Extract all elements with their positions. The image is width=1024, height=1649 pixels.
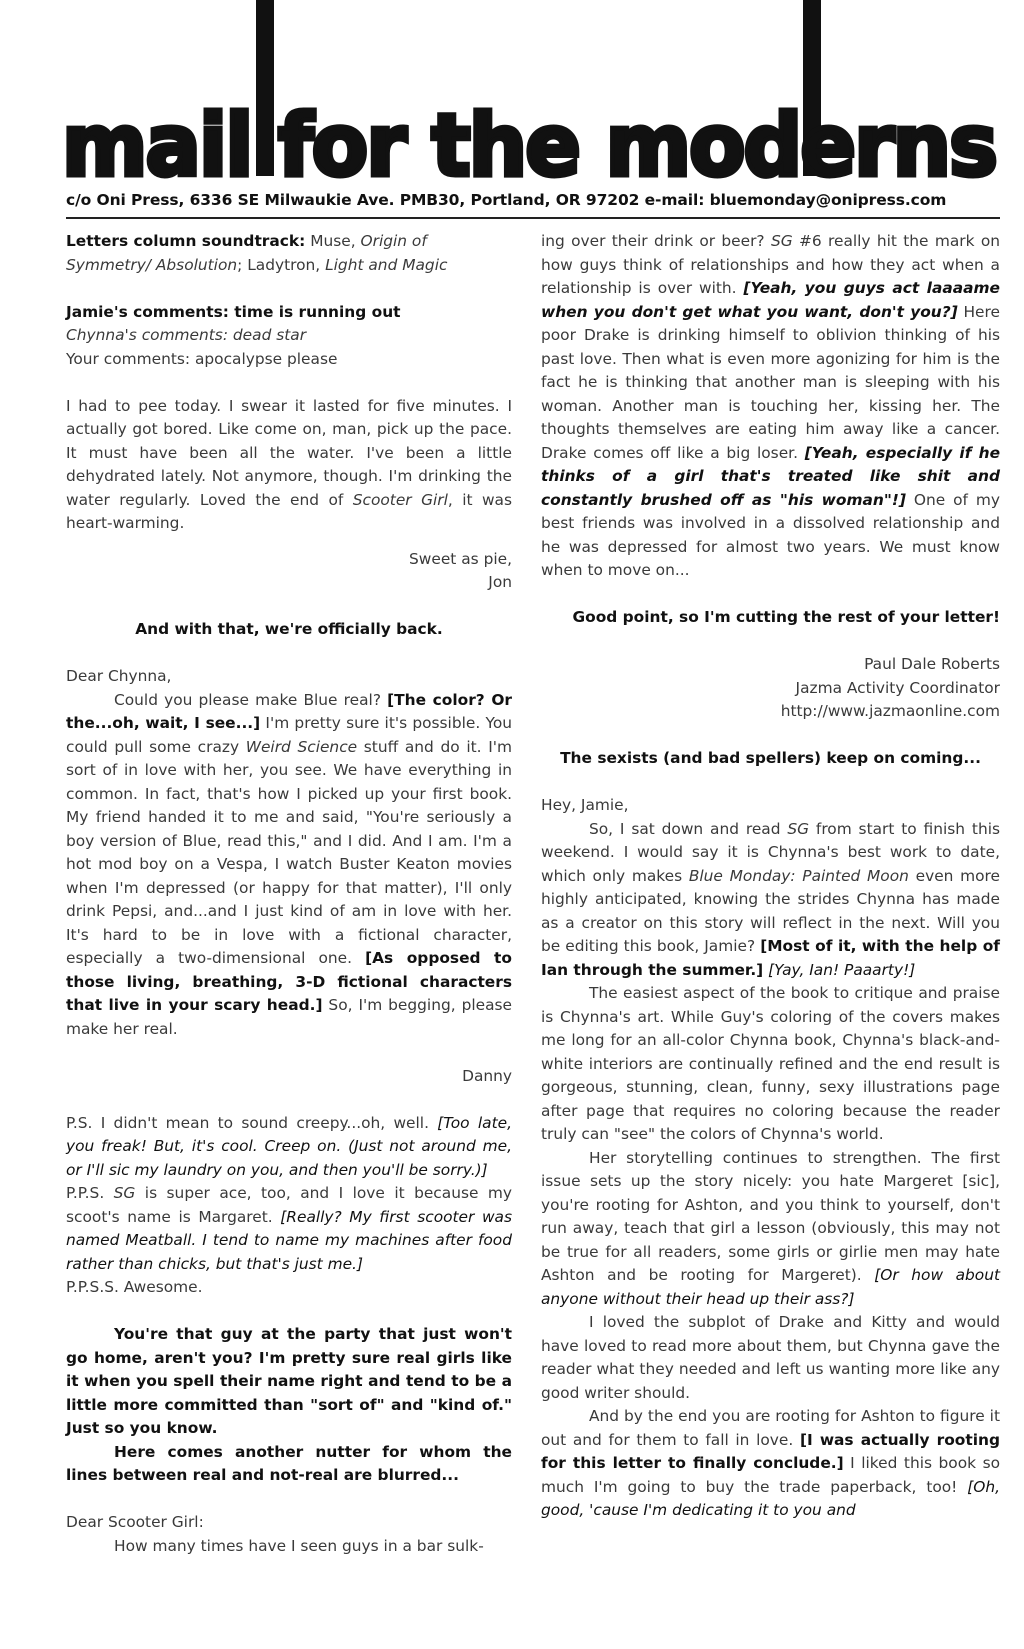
your-comments: Your comments: apocalypse please xyxy=(66,349,338,368)
sexists-heading: The sexists (and bad spellers) keep on coming... xyxy=(560,749,981,767)
letter4-p3: Her storytelling continues to strengthen. The first issue sets up the story nicely: you hate Margeret [sic], you're rooting for Ashton, and you think to yourself, don't run away, teach that girl a lesson (obviously, this may not be true for all readers, some girls or girlie men may hate Ashton and be rooting for Margeret). [Or how about anyone without their head up their ass?] xyxy=(541,1148,1000,1308)
letter4-p1: So, I sat down and read SG from start to finish this weekend. I would say it is Chynna's best work to date, which only makes Blue Monday: Painted Moon even more highly anticipated, knowing the strides Chynna has made as a creator on this story will reflect in the next. Will you be editing this book, Jamie? [Most of it, with the help of Ian through the summer.] [Yay, Ian! Paaarty!] xyxy=(541,819,1001,979)
jamie-comments: Jamie's comments: time is running out xyxy=(66,302,401,321)
masthead-logo xyxy=(60,0,1000,190)
next-letter-heading: Here comes another nutter for whom the lines between real and not-real are blurred... xyxy=(66,1442,512,1484)
header-rule xyxy=(66,217,1000,219)
letter3-opening: How many times have I seen guys in a bar sulk- xyxy=(114,1536,484,1555)
letter2-ppss: P.P.S.S. Awesome. xyxy=(66,1278,203,1296)
letter3-reply: Good point, so I'm cutting the rest of your letter! xyxy=(572,608,1000,626)
right-column xyxy=(541,230,1000,1523)
letter3-sig-title: Jazma Activity Coordinator xyxy=(795,678,1000,697)
letter4-p5: And by the end you are rooting for Ashton to figure it out and for them to fall in love. [I was actually rooting for this letter to finally conclude.] I liked this book so much I'm going to buy the trade paperback, too! [Oh, good, 'cause I'm dedicating it to you and xyxy=(541,1407,1000,1519)
letter2-signature: Danny xyxy=(462,1066,512,1085)
letter2-pps: P.P.S. SG is super ace, too, and I love it because my scoot's name is Margaret. [Really? My first scooter was named Meatball. I tend to name my machines after food rather than chicks, but that's just me.] xyxy=(66,1184,512,1273)
letter1-signoff: Sweet as pie, xyxy=(409,549,512,568)
letter2-reply: You're that guy at the party that just won't go home, aren't you? I'm pretty sure real girls like it when you spell their name right and tend to be a little more committed than "sort of" and "kind of." Just so you know. xyxy=(66,1325,512,1437)
chynna-comments: Chynna's comments: dead star xyxy=(66,326,307,344)
masthead xyxy=(60,0,1000,200)
letter3-body: ing over their drink or beer? SG #6 really hit the mark on how guys think of relationships and how they act when a relationship is over with. [Yeah, you guys act laaaame when you don't get what you want, don't you?] Here poor Drake is drinking himself to oblivion thinking of his past love. Then what is even more agonizing for him is the fact he is thinking that another man is sleeping with his woman. Another man is touching her, kissing her. The thoughts themselves are eating him away like a cancer. Drake comes off like a big loser. [Yeah, especially if he thinks of a girl that's treated like shit and constantly brushed off as "his woman"!] One of my best friends was involved in a dissolved relationship and he was depressed for almost two years. We must know when to move on... xyxy=(541,232,1001,579)
soundtrack-line: Letters column soundtrack: Muse, Origin of Symmetry/ Absolution; Ladytron, Light and Magic xyxy=(66,232,448,274)
letter3-sig-url: http://www.jazmaonline.com xyxy=(780,702,1000,720)
letter1-body: I had to pee today. I swear it lasted for five minutes. I actually got bored. Like come on, man, pick up the pace. It must have been all the water. I've been a little dehydrated lately. Not anymore, though. I'm drinking the water regularly. Loved the end of Scooter Girl, it was heart-warming. xyxy=(66,396,512,532)
left-column xyxy=(66,230,512,1558)
letter4-p4: I loved the subplot of Drake and Kitty and would have loved to read more about them, but Chynna gave the reader what they needed and left us wanting more like any good writer should. xyxy=(541,1313,1000,1402)
letter2-salutation: Dear Chynna, xyxy=(66,667,172,685)
letter4-p2: The easiest aspect of the book to critique and praise is Chynna's art. While Guy's coloring of the covers makes me long for an all-color Chynna book, Chynna's black-and-white interiors are continually refined and the end result is gorgeous, stunning, clean, funny, sexy illustrations page after page that requires no coloring because the reader truly can "see" the colors of Chynna's world. xyxy=(541,984,1000,1143)
letter2-ps: P.S. I didn't mean to sound creepy...oh, well. [Too late, you freak! But, it's cool. Creep on. (Just not around me, or I'll sic my laundry on you, and then you'll be sorry.)] xyxy=(66,1113,512,1179)
letter3-sig-name: Paul Dale Roberts xyxy=(864,655,1000,673)
letter4-salutation: Hey, Jamie, xyxy=(541,796,629,814)
letter1-signature: Jon xyxy=(488,573,512,591)
letter3-salutation: Dear Scooter Girl: xyxy=(66,1513,204,1531)
address-line: c/o Oni Press, 6336 SE Milwaukie Ave. PMB30, Portland, OR 97202 e-mail: bluemonday@onipress.com xyxy=(66,191,947,209)
letter2-body: Could you please make Blue real? [The color? Or the...oh, wait, I see...] I'm pretty sure it's possible. You could pull some crazy Weird Science stuff and do it. I'm sort of in love with her, you see. We have everything in common. In fact, that's how I picked up your first book. My friend handed it to me and said, "You're seriously a boy version of Blue, read this," and I did. And I am. I'm a hot mod boy on a Vespa, I watch Buster Keaton movies when I'm depressed (or happy for that matter), I'll only drink Pepsi, and...and I just kind of am in love with her. It's hard to be in love with a fictional character, especially a two-dimensional one. [As opposed to those living, breathing, 3-D fictional characters that live in your scary head.] So, I'm begging, please make her real. xyxy=(66,690,512,1038)
masthead-title: mail for the moderns xyxy=(62,96,996,190)
letter1-reply: And with that, we're officially back. xyxy=(135,620,443,638)
